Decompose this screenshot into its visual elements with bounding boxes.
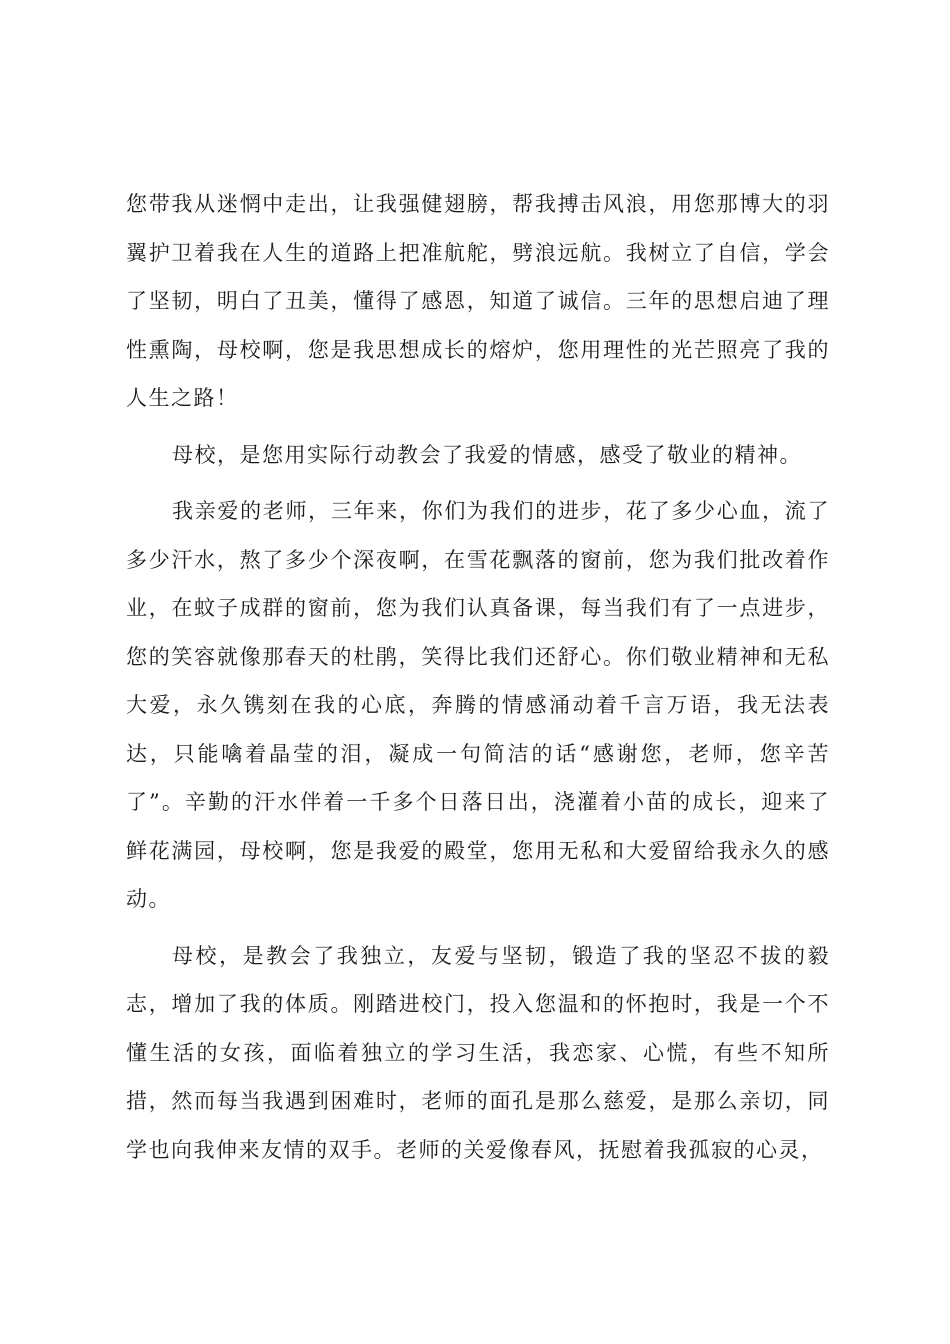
paragraph-4: 母校，是教会了我独立，友爱与坚韧，锻造了我的坚忍不拔的毅志，增加了我的体质。刚踏进校门，投入您温和的怀抱时，我是一个不懂生活的女孩，面临着独立的学习生活，我恋家、心慌，有些不知所措，然而每当我遇到困难时，老师的面孔是那么慈爱，是那么亲切，同学也向我伸来友情的双手。老师的关爱像春风，抚慰着我孤寂的心灵， bbox=[126, 943, 830, 1162]
paragraph-3: 我亲爱的老师，三年来，你们为我们的进步，花了多少心血，流了多少汗水，熬了多少个深夜啊，在雪花飘落的窗前，您为我们批改着作业，在蚊子成群的窗前，您为我们认真备课，每当我们有了一点进步，您的笑容就像那春天的杜鹃，笑得比我们还舒心。你们敬业精神和无私大爱，永久镌刻在我的心底，奔腾的情感涌动着千言万语，我无法表达，只能噙着晶莹的泪，凝成一句简洁的话“感谢您，老师，您辛苦了”。辛勤的汗水伴着一千多个日落日出，浇灌着小苗的成长，迎来了鲜花满园，母校啊，您是我爱的殿堂，您用无私和大爱留给我永久的感动。 bbox=[126, 499, 830, 911]
body-text bbox=[126, 180, 830, 1174]
paragraph-2: 母校，是您用实际行动教会了我爱的情感，感受了敬业的精神。 bbox=[172, 442, 802, 467]
paragraph-1: 您带我从迷惘中走出，让我强健翅膀，帮我搏击风浪，用您那博大的羽翼护卫着我在人生的道路上把准航舵，劈浪远航。我树立了自信，学会了坚韧，明白了丑美，懂得了感恩，知道了诚信。三年的思想启迪了理性熏陶，母校啊，您是我思想成长的熔炉，您用理性的光芒照亮了我的人生之路！ bbox=[126, 192, 830, 410]
